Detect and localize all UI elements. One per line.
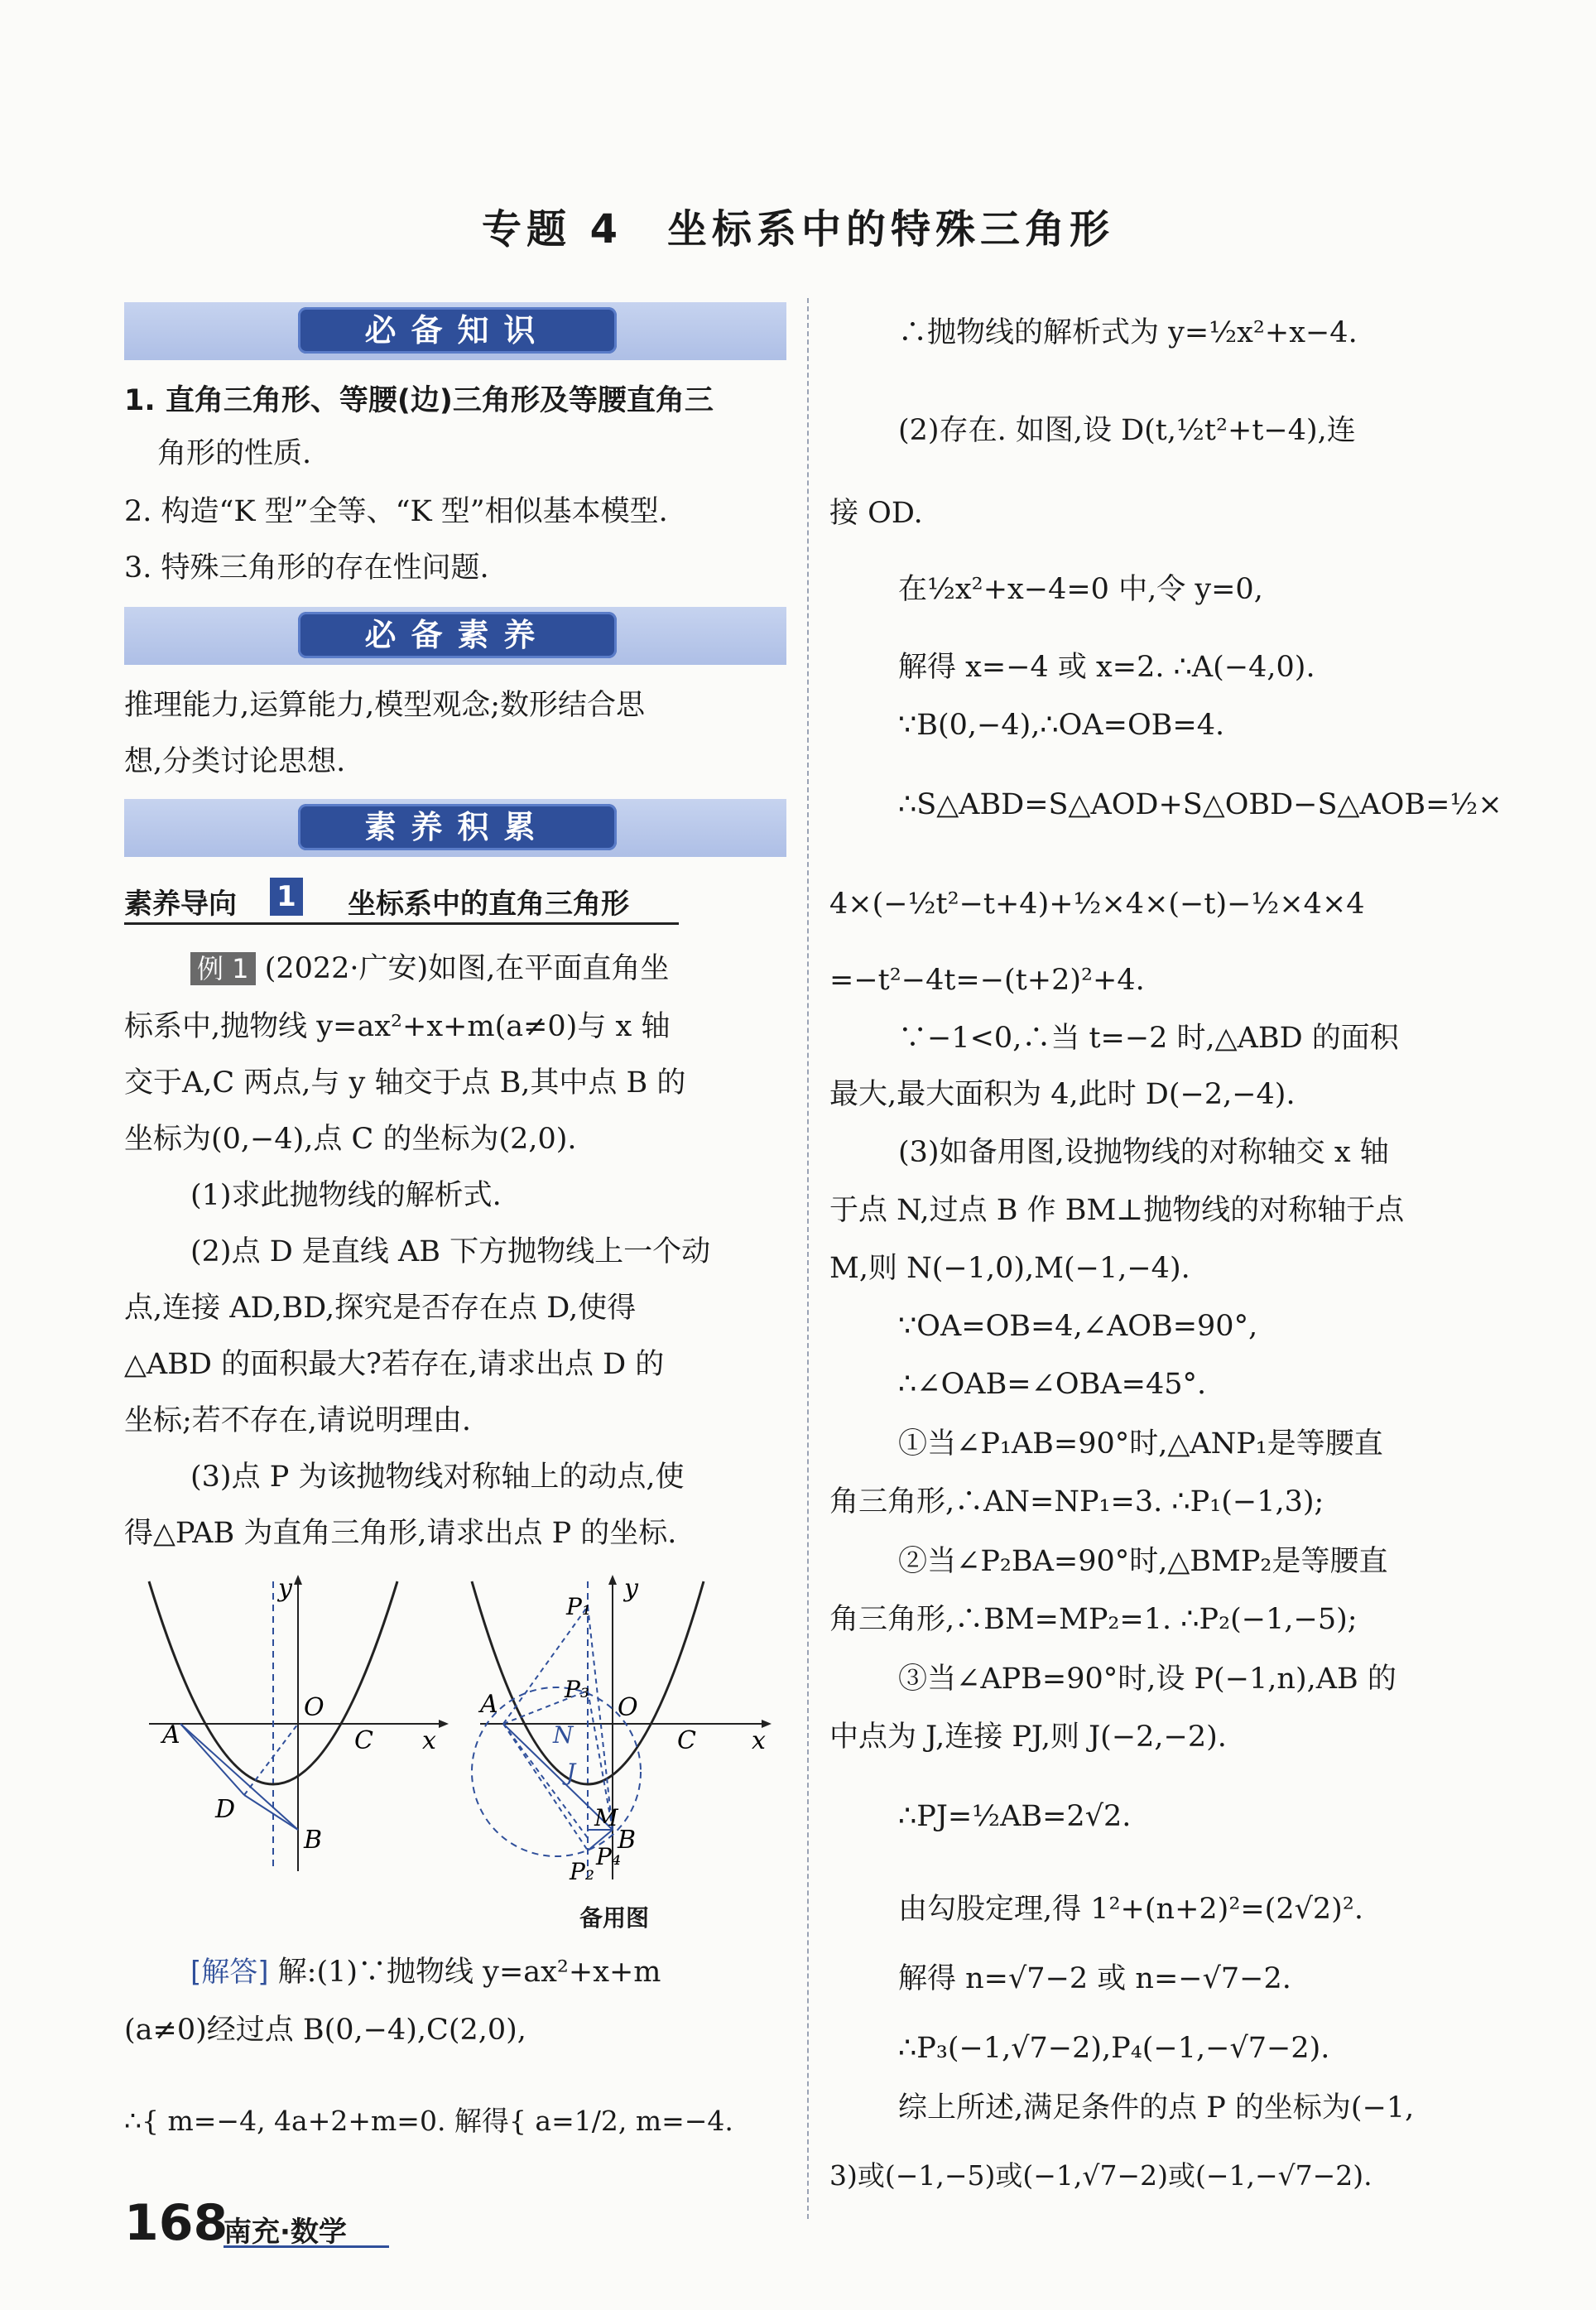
right-line-17: ①当∠P₁AB=90°时,△ANP₁是等腰直 (898, 1427, 1383, 1461)
right-line-19: ②当∠P₂BA=90°时,△BMP₂是等腰直 (898, 1545, 1388, 1578)
right-line-28: 3)或(−1,−5)或(−1,√7−2)或(−1,−√7−2). (829, 2159, 1372, 2192)
knowledge-line-4: 3. 特殊三角形的存在性问题. (124, 551, 489, 585)
right-line-14: M,则 N(−1,0),M(−1,−4). (829, 1252, 1190, 1285)
banner-knowledge-label: 必备知识 (298, 307, 617, 354)
segment-AB (180, 1724, 298, 1830)
label-P1: P₁ (566, 1593, 592, 1620)
example-line-4: 坐标为(0,−4),点 C 的坐标为(2,0). (124, 1123, 577, 1156)
example-line-11: 得△PAB 为直角三角形,请求出点 P 的坐标. (124, 1517, 677, 1550)
knowledge-line-2: 角形的性质. (157, 437, 312, 470)
banner-literacy (124, 607, 786, 665)
segment-AP2 (503, 1724, 588, 1850)
right-line-22: 中点为 J,连接 PJ,则 J(−2,−2). (829, 1720, 1227, 1754)
right-line-12: (3)如备用图,设抛物线的对称轴交 x 轴 (898, 1136, 1389, 1169)
label-P3: P₃ (565, 1676, 590, 1703)
label-y-2: y (624, 1574, 638, 1603)
guide-number: 1 (270, 878, 303, 916)
banner-accumulate-label: 素养积累 (298, 804, 617, 850)
answer-line-2: (a≠0)经过点 B(0,−4),C(2,0), (124, 2014, 526, 2047)
label-J: J (566, 1759, 576, 1786)
figure-backup (464, 1573, 795, 1896)
right-line-11: 最大,最大面积为 4,此时 D(−2,−4). (829, 1078, 1296, 1111)
example-tag: 例 1 (190, 952, 256, 985)
answer-line-1 (190, 1954, 661, 1990)
label-A: A (162, 1720, 180, 1749)
right-line-6: ∵B(0,−4),∴OA=OB=4. (898, 709, 1225, 742)
label-M: M (594, 1804, 618, 1831)
label-C-2: C (677, 1726, 696, 1755)
guide-label: 素养导向 (124, 888, 237, 921)
label-O-2: O (618, 1693, 638, 1722)
label-B-2: B (618, 1826, 637, 1855)
label-C: C (354, 1726, 373, 1755)
answer-line-1-text: 解:(1)∵抛物线 y=ax²+x+m (277, 1956, 661, 1989)
x-axis-arrow (439, 1720, 449, 1728)
right-line-10: ∵−1<0,∴当 t=−2 时,△ABD 的面积 (898, 1022, 1399, 1055)
example-line-1 (190, 950, 669, 987)
section-guide (124, 878, 679, 925)
label-O: O (304, 1693, 324, 1722)
knowledge-line-3: 2. 构造“K 型”全等、“K 型”相似基本模型. (124, 495, 668, 528)
label-P4: P₄ (596, 1843, 622, 1870)
right-line-13: 于点 N,过点 B 作 BM⊥抛物线的对称轴于点 (829, 1194, 1405, 1227)
label-N: N (553, 1721, 574, 1749)
right-line-2: (2)存在. 如图,设 D(t,½t²+t−4),连 (898, 414, 1356, 447)
right-line-20: 角三角形,∴BM=MP₂=1. ∴P₂(−1,−5); (829, 1603, 1358, 1636)
label-P2: P₂ (570, 1858, 595, 1885)
page-number: 168 (124, 2194, 228, 2252)
label-x: x (422, 1726, 436, 1755)
book-underline (224, 2245, 389, 2248)
banner-knowledge (124, 302, 786, 360)
example-line-7: 点,连接 AD,BD,探究是否存在点 D,使得 (124, 1292, 637, 1325)
example-line-6: (2)点 D 是直线 AB 下方抛物线上一个动 (190, 1235, 711, 1268)
right-line-16: ∴∠OAB=∠OBA=45°. (898, 1368, 1207, 1401)
example-line-1-text: (2022·广安)如图,在平面直角坐 (264, 952, 670, 985)
segment-AP1 (503, 1606, 588, 1724)
right-line-27: 综上所述,满足条件的点 P 的坐标为(−1, (898, 2091, 1415, 2125)
right-line-8: 4×(−½t²−t+4)+½×4×(−t)−½×4×4 (829, 888, 1365, 921)
y-axis-arrow-2 (608, 1575, 617, 1585)
right-line-7: ∴S△ABD=S△AOD+S△OBD−S△AOB=½× (898, 788, 1502, 821)
right-line-24: 由勾股定理,得 1²+(n+2)²=(2√2)². (898, 1893, 1363, 1926)
right-line-18: 角三角形,∴AN=NP₁=3. ∴P₁(−1,3); (829, 1485, 1324, 1518)
right-line-21: ③当∠APB=90°时,设 P(−1,n),AB 的 (898, 1663, 1396, 1696)
y-axis-arrow (294, 1575, 302, 1585)
right-line-25: 解得 n=√7−2 或 n=−√7−2. (898, 1962, 1291, 1995)
right-line-1: ∴抛物线的解析式为 y=½x²+x−4. (898, 316, 1358, 349)
label-B: B (304, 1826, 323, 1855)
label-x-2: x (752, 1726, 766, 1755)
label-y: y (278, 1574, 292, 1603)
literacy-line-2: 想,分类讨论思想. (124, 745, 346, 778)
example-line-5: (1)求此抛物线的解析式. (190, 1179, 502, 1212)
right-line-4: 在½x²+x−4=0 中,令 y=0, (898, 573, 1263, 606)
right-line-5: 解得 x=−4 或 x=2. ∴A(−4,0). (898, 651, 1315, 684)
banner-literacy-label: 必备素养 (298, 612, 617, 658)
right-line-15: ∵OA=OB=4,∠AOB=90°, (898, 1310, 1258, 1343)
example-line-8: △ABD 的面积最大?若存在,请求出点 D 的 (124, 1348, 665, 1381)
example-line-9: 坐标;若不存在,请说明理由. (124, 1404, 472, 1437)
guide-title: 坐标系中的直角三角形 (348, 888, 629, 921)
right-line-26: ∴P₃(−1,√7−2),P₄(−1,−√7−2). (898, 2032, 1330, 2065)
literacy-line-1: 推理能力,运算能力,模型观念;数形结合思 (124, 689, 646, 722)
answer-line-3: ∴{ m=−4, 4a+2+m=0. 解得{ a=1/2, m=−4. (124, 2105, 733, 2137)
example-line-3: 交于A,C 两点,与 y 轴交于点 B,其中点 B 的 (124, 1066, 686, 1100)
right-line-3: 接 OD. (829, 497, 923, 530)
label-A-2: A (480, 1690, 498, 1719)
figure-main (132, 1573, 464, 1888)
banner-accumulate (124, 799, 786, 857)
column-divider (807, 298, 809, 2219)
page-title: 专题 4 坐标系中的特殊三角形 (481, 206, 1115, 253)
segment-BP1 (588, 1606, 613, 1830)
right-line-23: ∴PJ=½AB=2√2. (898, 1800, 1132, 1833)
book-name: 南充·数学 (224, 2216, 347, 2249)
example-line-2: 标系中,抛物线 y=ax²+x+m(a≠0)与 x 轴 (124, 1010, 671, 1043)
answer-tag: [解答] (190, 1956, 269, 1989)
example-line-10: (3)点 P 为该抛物线对称轴上的动点,使 (190, 1461, 685, 1494)
right-line-9: =−t²−4t=−(t+2)²+4. (829, 964, 1145, 997)
label-D: D (215, 1795, 236, 1824)
knowledge-line-1: 1. 直角三角形、等腰(边)三角形及等腰直角三 (124, 384, 714, 417)
figure-caption: 备用图 (579, 1904, 650, 1932)
segment-BD (244, 1795, 298, 1830)
